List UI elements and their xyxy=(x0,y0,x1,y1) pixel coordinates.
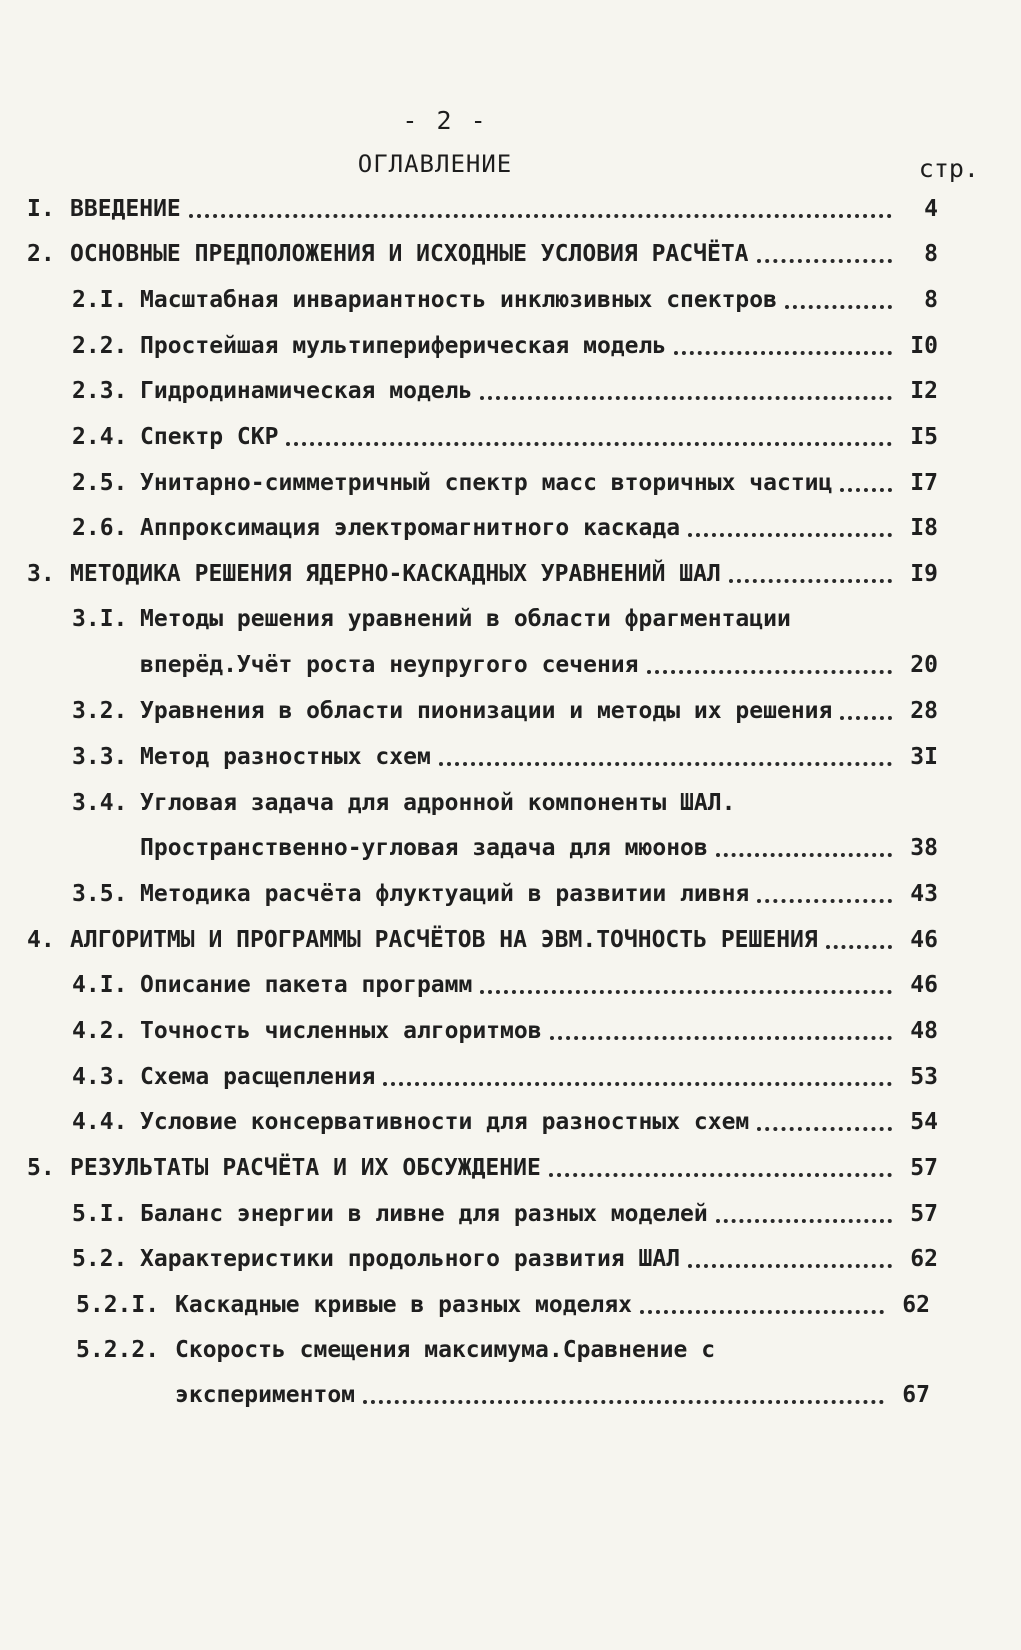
toc-entry-title: Гидродинамическая модель xyxy=(140,378,473,404)
dot-leader xyxy=(826,945,892,949)
page-title: ОГЛАВЛЕНИЕ xyxy=(357,150,513,178)
page-column-label: стр. xyxy=(918,154,979,183)
toc-entry-title: Аппроксимация электромагнитного каскада xyxy=(140,515,681,541)
dot-leader xyxy=(688,1264,892,1268)
toc-entry-page: 57 xyxy=(910,1155,938,1181)
toc-entry-title: АЛГОРИТМЫ И ПРОГРАММЫ РАСЧЁТОВ НА ЭВМ.ТОЧНОСТЬ РЕШЕНИЯ xyxy=(70,927,818,953)
toc-entry-page: 46 xyxy=(910,972,938,998)
toc-entry-page: 62 xyxy=(910,1246,938,1272)
toc-entry-title: Описание пакета программ xyxy=(140,972,473,998)
toc-entry xyxy=(76,1337,930,1363)
dot-leader xyxy=(716,1219,892,1223)
toc-entry xyxy=(72,424,938,450)
toc-entry-number: 2.5. xyxy=(72,470,128,496)
toc-entry-title: Баланс энергии в ливне для разных моделей xyxy=(140,1201,708,1227)
toc-entry-page: 20 xyxy=(910,652,938,678)
dot-leader xyxy=(757,1127,892,1131)
toc-entry xyxy=(72,881,938,907)
toc-entry-page: 54 xyxy=(910,1109,938,1135)
toc-entry xyxy=(72,515,938,541)
toc-entry-number: 5.2.I. xyxy=(76,1292,160,1318)
toc-entry-page: 57 xyxy=(910,1201,938,1227)
toc-entry xyxy=(72,972,938,998)
toc-entry xyxy=(27,561,938,587)
dot-leader xyxy=(840,716,892,720)
toc-entry-number: 5.2. xyxy=(72,1246,128,1272)
toc-entry-title: Точность численных алгоритмов xyxy=(140,1018,542,1044)
toc-entry-number: 5. xyxy=(27,1155,55,1181)
toc-entry-number: 3.2. xyxy=(72,698,128,724)
toc-entry xyxy=(27,1155,938,1181)
toc-entry-title: ВВЕДЕНИЕ xyxy=(70,196,181,222)
toc-entry-title: Скорость смещения максимума.Сравнение с xyxy=(175,1337,716,1363)
toc-entry-title: Характеристики продольного развития ШАЛ xyxy=(140,1246,681,1272)
toc-entry xyxy=(72,1246,938,1272)
dot-leader xyxy=(549,1173,892,1177)
toc-entry-page: 8 xyxy=(924,287,938,313)
toc-entry xyxy=(72,378,938,404)
dot-leader xyxy=(480,396,892,400)
toc-entry-number: 3.I. xyxy=(72,606,128,632)
dot-leader xyxy=(480,990,892,994)
toc-entry xyxy=(72,790,938,816)
toc-entry xyxy=(72,698,938,724)
toc-entry xyxy=(72,835,938,861)
toc-entry-number: 4.3. xyxy=(72,1064,128,1090)
toc-entry-number: 5.2.2. xyxy=(76,1337,160,1363)
toc-entry-title: Уравнения в области пионизации и методы их решения xyxy=(140,698,833,724)
toc-entry-page: 38 xyxy=(910,835,938,861)
dot-leader xyxy=(716,853,892,857)
dot-leader xyxy=(383,1082,892,1086)
toc-entry-title: Пространственно-угловая задача для мюонов xyxy=(140,835,708,861)
toc-entry-number: 4.2. xyxy=(72,1018,128,1044)
toc-entry xyxy=(72,1018,938,1044)
toc-entry-number: 3.4. xyxy=(72,790,128,816)
toc-entry-page: 67 xyxy=(902,1382,930,1408)
toc-entry xyxy=(72,1201,938,1227)
dot-leader xyxy=(189,214,892,218)
toc-entry xyxy=(72,652,938,678)
toc-entry xyxy=(72,287,938,313)
toc-entry-page: I0 xyxy=(910,333,938,359)
toc-entry xyxy=(76,1382,930,1408)
toc-entry-number: I. xyxy=(27,196,55,222)
toc-entry-title: Масштабная инвариантность инклюзивных спектров xyxy=(140,287,777,313)
dot-leader xyxy=(439,762,892,766)
toc-entry-number: 3.5. xyxy=(72,881,128,907)
toc-entry xyxy=(27,927,938,953)
toc-entry-page: 8 xyxy=(924,241,938,267)
toc-entry-page: I5 xyxy=(910,424,938,450)
toc-entry-title: Угловая задача для адронной компоненты ШАЛ. xyxy=(140,790,736,816)
toc-entry-page: I2 xyxy=(910,378,938,404)
toc-entry-page: 28 xyxy=(910,698,938,724)
toc-entry-number: 4.I. xyxy=(72,972,128,998)
dot-leader xyxy=(840,488,892,492)
toc-entry-page: I9 xyxy=(910,561,938,587)
toc-entry-number: 2.3. xyxy=(72,378,128,404)
toc-entry-page: 48 xyxy=(910,1018,938,1044)
dot-leader xyxy=(674,351,892,355)
toc-entry-page: 46 xyxy=(910,927,938,953)
dot-leader xyxy=(757,259,892,263)
toc-entry-title: вперёд.Учёт роста неупругого сечения xyxy=(140,652,639,678)
toc-entry-page: 53 xyxy=(910,1064,938,1090)
dot-leader xyxy=(363,1400,884,1404)
toc-entry-page: 43 xyxy=(910,881,938,907)
toc-entry-page: I8 xyxy=(910,515,938,541)
toc-entry-page: 3I xyxy=(910,744,938,770)
toc-entry-number: 2.6. xyxy=(72,515,128,541)
toc-entry-title: Условие консервативности для разностных схем xyxy=(140,1109,750,1135)
toc-entry-page: I7 xyxy=(910,470,938,496)
toc-entry-page: 62 xyxy=(902,1292,930,1318)
toc-entry xyxy=(72,606,938,632)
toc-entry xyxy=(72,333,938,359)
dot-leader xyxy=(757,899,892,903)
toc-entry-title: Метод разностных схем xyxy=(140,744,431,770)
dot-leader xyxy=(286,442,892,446)
toc-entry xyxy=(27,196,938,222)
toc-entry-number: 2. xyxy=(27,241,55,267)
toc-entry-number: 5.I. xyxy=(72,1201,128,1227)
toc-entry xyxy=(72,1064,938,1090)
toc-entry-title: Простейшая мультипериферическая модель xyxy=(140,333,667,359)
dot-leader xyxy=(640,1310,884,1314)
toc-entry xyxy=(72,470,938,496)
toc-entry-number: 4.4. xyxy=(72,1109,128,1135)
toc-entry-title: Методы решения уравнений в области фрагментации xyxy=(140,606,791,632)
toc-entry-title: Спектр СКР xyxy=(140,424,279,450)
dot-leader xyxy=(550,1036,892,1040)
toc-entry xyxy=(27,241,938,267)
page-number: - 2 - xyxy=(402,106,488,135)
dot-leader xyxy=(647,670,893,674)
toc-entry xyxy=(76,1292,930,1318)
toc-entry xyxy=(72,1109,938,1135)
toc-entry-number: 4. xyxy=(27,927,55,953)
toc-entry xyxy=(72,744,938,770)
toc-entry-title: Схема расщепления xyxy=(140,1064,376,1090)
toc-entry-number: 2.I. xyxy=(72,287,128,313)
toc-entry-number: 2.2. xyxy=(72,333,128,359)
toc-entry-page: 4 xyxy=(924,196,938,222)
toc-entry-number: 2.4. xyxy=(72,424,128,450)
toc-entry-title: Методика расчёта флуктуаций в развитии ливня xyxy=(140,881,750,907)
toc-entry-title: РЕЗУЛЬТАТЫ РАСЧЁТА И ИХ ОБСУЖДЕНИЕ xyxy=(70,1155,541,1181)
toc-entry-title: Унитарно-симметричный спектр масс вторичных частиц xyxy=(140,470,833,496)
dot-leader xyxy=(729,579,892,583)
toc-entry-number: 3.3. xyxy=(72,744,128,770)
toc-entry-title: ОСНОВНЫЕ ПРЕДПОЛОЖЕНИЯ И ИСХОДНЫЕ УСЛОВИЯ РАСЧЁТА xyxy=(70,241,749,267)
dot-leader xyxy=(785,305,892,309)
toc-entry-title: экспериментом xyxy=(175,1382,356,1408)
toc-entry-title: МЕТОДИКА РЕШЕНИЯ ЯДЕРНО-КАСКАДНЫХ УРАВНЕНИЙ ШАЛ xyxy=(70,561,721,587)
toc-entry-number: 3. xyxy=(27,561,55,587)
toc-entry-title: Каскадные кривые в разных моделях xyxy=(175,1292,632,1318)
dot-leader xyxy=(688,533,892,537)
